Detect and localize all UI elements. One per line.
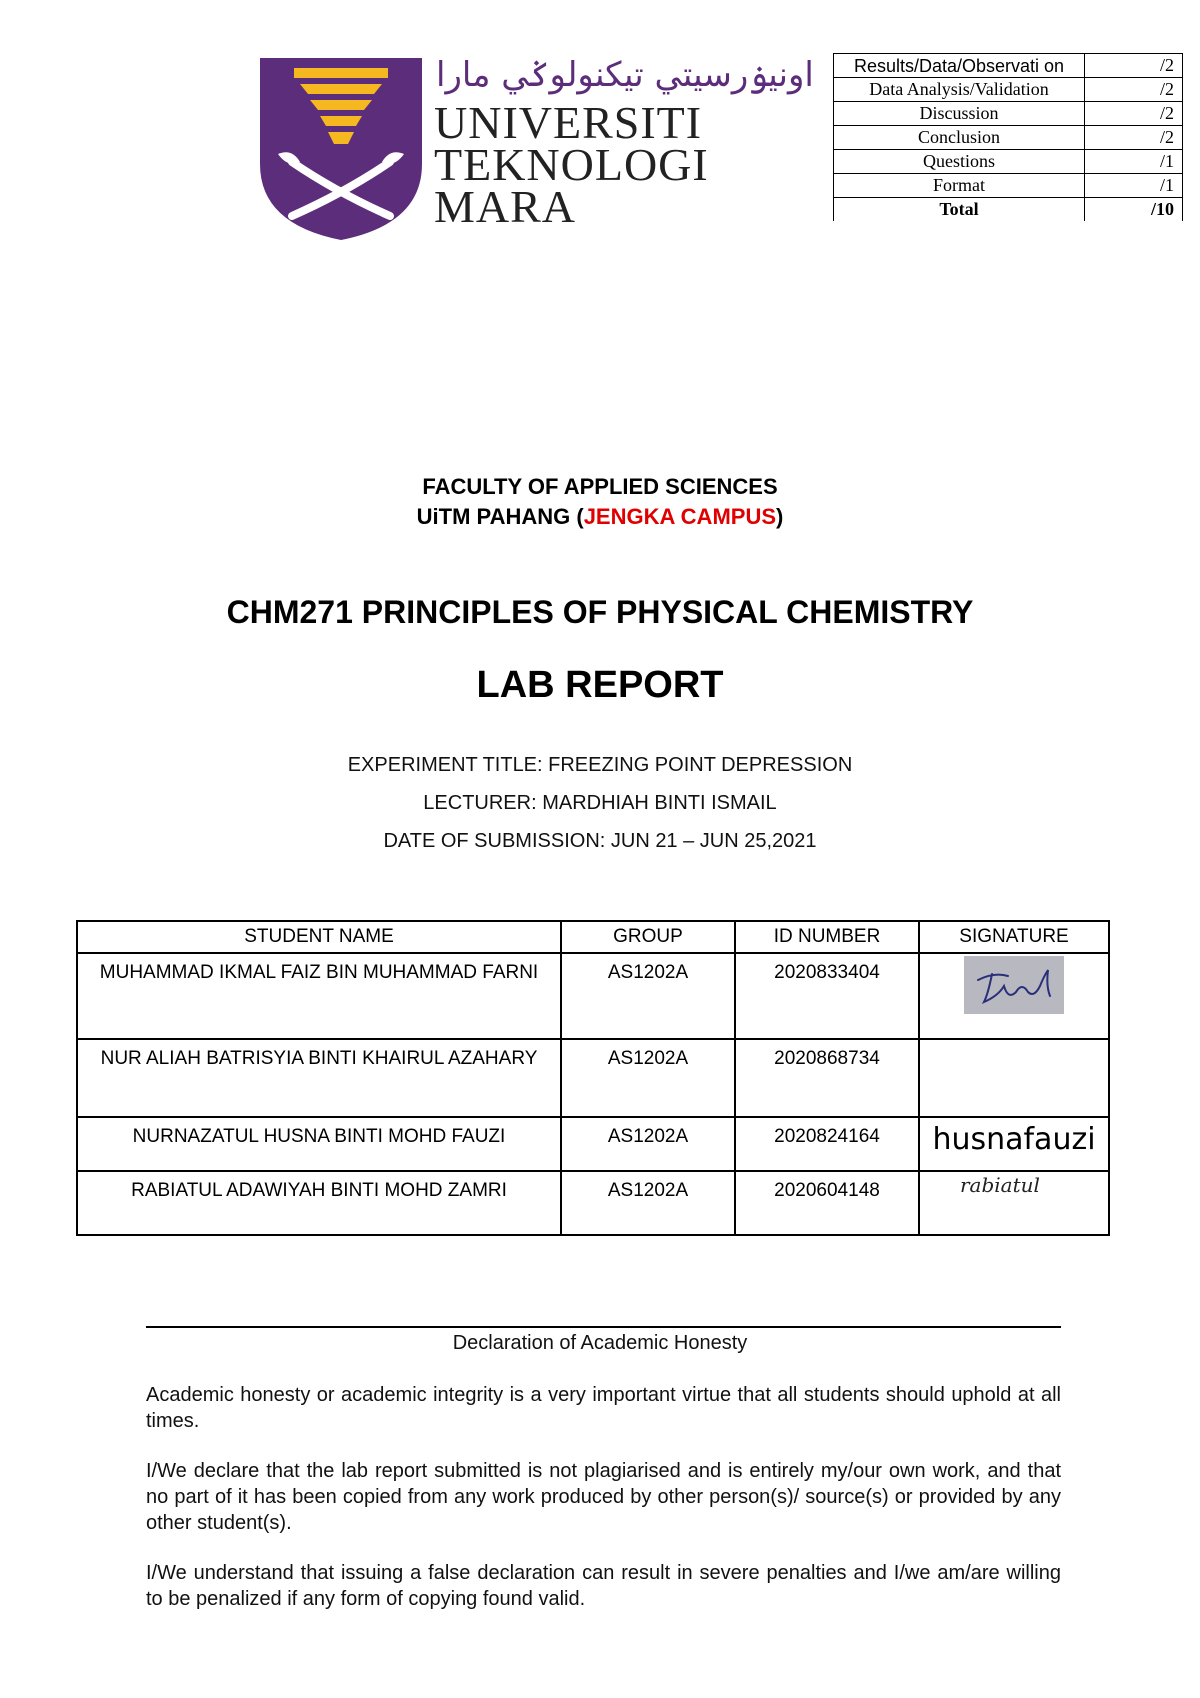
col-header-name: STUDENT NAME [77,921,561,953]
student-name: MUHAMMAD IKMAL FAIZ BIN MUHAMMAD FARNI [77,953,561,1039]
table-row [77,1171,1109,1235]
student-group: AS1202A [561,1039,735,1117]
marks-row [834,78,1183,102]
student-signature [919,1171,1109,1235]
logo-arabic-text: اونيۏرسيتي تيكنولوݢي مارا [436,55,814,95]
declaration-divider [146,1326,1061,1328]
marks-value: /1 [1085,150,1183,174]
col-header-group: GROUP [561,921,735,953]
student-name: NURNAZATUL HUSNA BINTI MOHD FAUZI [77,1117,561,1171]
marks-row [834,174,1183,198]
campus-prefix: UiTM PAHANG ( [416,504,584,529]
marks-row [834,150,1183,174]
signature-text: husnafauzi [932,1122,1096,1157]
marks-total-label: Total [834,198,1085,222]
col-header-signature: SIGNATURE [919,921,1109,953]
marks-row [834,126,1183,150]
marks-criterion: Results/Data/Observati on [834,54,1085,78]
marks-value: /2 [1085,126,1183,150]
marks-total-row [834,198,1183,222]
student-signature [919,953,1109,1039]
students-header-row [77,921,1109,953]
student-name: NUR ALIAH BATRISYIA BINTI KHAIRUL AZAHARY [77,1039,561,1117]
campus-suffix: ) [776,504,784,529]
student-id: 2020824164 [735,1117,919,1171]
signature-image [964,956,1064,1014]
marks-criterion: Data Analysis/Validation [834,78,1085,102]
student-id: 2020833404 [735,953,919,1039]
logo-wordmark [434,97,709,232]
marks-total-value: /10 [1085,198,1183,222]
marks-criterion: Discussion [834,102,1085,126]
declaration-paragraph-2: I/We declare that the lab report submitted is not plagiarised and is entirely my/our own work, and that no part of it has been copied from any work produced by other person(s)/ source(s) or provided by any other student(s). [146,1460,1061,1534]
table-row [77,1039,1109,1117]
declaration-title: Declaration of Academic Honesty [452,1332,748,1354]
logo-line-2: TEKNOLOGI [434,139,709,190]
declaration-paragraph-1: Academic honesty or academic integrity is a very important virtue that all students should uphold at all times. [146,1384,1061,1432]
experiment-title: EXPERIMENT TITLE: FREEZING POINT DEPRESSION [347,754,853,776]
declaration-paragraph-3: I/We understand that issuing a false declaration can result in severe penalties and I/we am/are willing to be penalized if any form of copying found valid. [146,1562,1061,1610]
university-crest-icon [256,54,426,244]
student-signature [919,1117,1109,1171]
student-group: AS1202A [561,1117,735,1171]
marks-table [833,53,1183,221]
marks-value: /2 [1085,54,1183,78]
marks-row [834,54,1183,78]
campus-line [0,502,1200,532]
marks-criterion: Questions [834,150,1085,174]
faculty-heading [0,472,1200,532]
marks-row [834,102,1183,126]
lecturer-name: LECTURER: MARDHIAH BINTI ISMAIL [423,792,777,814]
logo-line-3: MARA [434,181,577,232]
col-header-id: ID NUMBER [735,921,919,953]
submission-date: DATE OF SUBMISSION: JUN 21 – JUN 25,2021 [383,830,817,852]
marks-value: /2 [1085,102,1183,126]
signature-script: rabiatul [960,1173,1040,1197]
marks-value: /2 [1085,78,1183,102]
student-group: AS1202A [561,953,735,1039]
campus-name: JENGKA CAMPUS [583,504,777,529]
handwritten-signature-icon [964,956,1064,1014]
table-row [77,1117,1109,1171]
student-signature [919,1039,1109,1117]
students-table [76,920,1110,1236]
student-id: 2020604148 [735,1171,919,1235]
student-group: AS1202A [561,1171,735,1235]
student-name: RABIATUL ADAWIYAH BINTI MOHD ZAMRI [77,1171,561,1235]
faculty-name: FACULTY OF APPLIED SCIENCES [422,474,778,499]
marks-criterion: Conclusion [834,126,1085,150]
report-title: LAB REPORT [476,664,724,706]
table-row [77,953,1109,1039]
logo-line-1: UNIVERSITI [434,97,703,148]
marks-value: /1 [1085,174,1183,198]
university-logo [256,54,814,244]
student-id: 2020868734 [735,1039,919,1117]
marks-criterion: Format [834,174,1085,198]
course-title: CHM271 PRINCIPLES OF PHYSICAL CHEMISTRY [226,594,974,630]
